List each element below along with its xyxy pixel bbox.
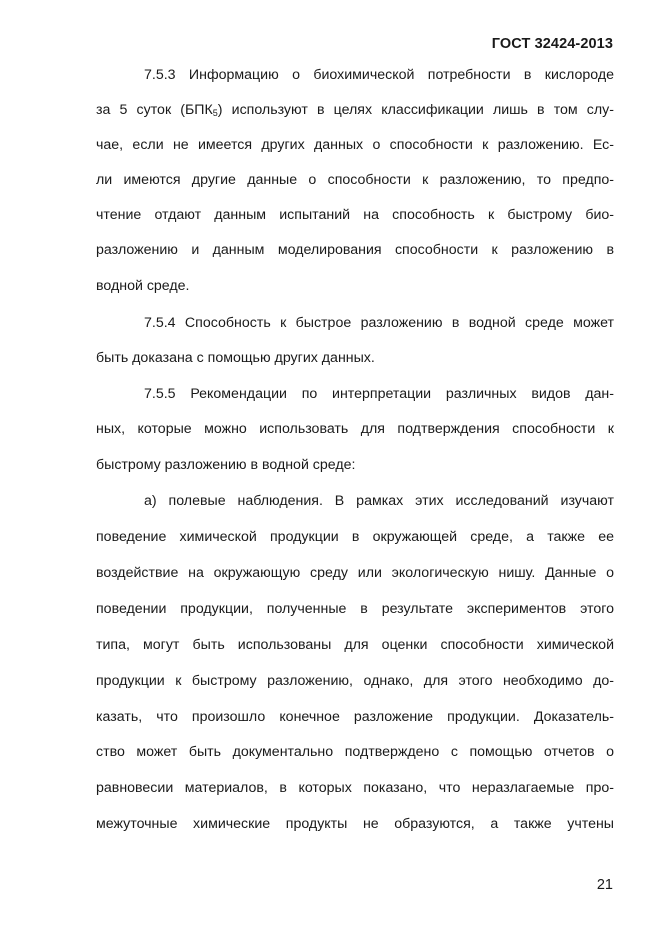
text-line: ство может быть документально подтверждено с помощью отчетов о [96, 744, 614, 760]
text-line: поведении продукции, полученные в результате экспериментов этого [96, 601, 614, 617]
text-line: поведение химической продукции в окружающей среде, а также ее [96, 529, 614, 545]
text-line: воздействие на окружающую среду или экологическую нишу. Данные о [96, 565, 614, 581]
text-line: быть доказана с помощью других данных. [96, 350, 375, 366]
text-line: 7.5.5 Рекомендации по интерпретации различных видов дан- [144, 386, 614, 402]
page-number: 21 [596, 877, 613, 893]
text-fragment: за 5 суток (БПК [96, 102, 213, 118]
text-line: 7.5.3 Информацию о биохимической потребности в кислороде [144, 67, 614, 83]
text-fragment: ) используют в целях классификации лишь в том слу- [217, 102, 614, 118]
text-line: водной среде. [96, 278, 190, 294]
text-line: а) полевые наблюдения. В рамках этих исследований изучают [144, 493, 614, 509]
text-line: ли имеются другие данные о способности к разложению, то предпо- [96, 172, 614, 188]
text-line: равновесии материалов, в которых показано, что неразлагаемые про- [96, 780, 614, 796]
text-line: продукции к быстрому разложению, однако, для этого необходимо до- [96, 673, 614, 689]
text-line: 7.5.4 Способность к быстрое разложению в водной среде может [144, 315, 614, 331]
subscript: 5 [212, 108, 218, 118]
text-line: чтение отдают данным испытаний на способность к быстрому био- [96, 207, 614, 223]
text-line: межуточные химические продукты не образуются, а также учтены [96, 816, 614, 832]
text-line: казать, что произошло конечное разложение продукции. Доказатель- [96, 709, 614, 725]
text-line: ных, которые можно использовать для подтверждения способности к [96, 421, 614, 437]
text-line: типа, могут быть использованы для оценки способности химической [96, 637, 614, 653]
document-header: ГОСТ 32424-2013 [491, 36, 613, 52]
text-line: быстрому разложению в водной среде: [96, 457, 356, 473]
text-line [96, 101, 614, 119]
text-line: чае, если не имеется других данных о способности к разложению. Ес- [96, 137, 614, 153]
text-line: разложению и данным моделирования способности к разложению в [96, 242, 614, 258]
